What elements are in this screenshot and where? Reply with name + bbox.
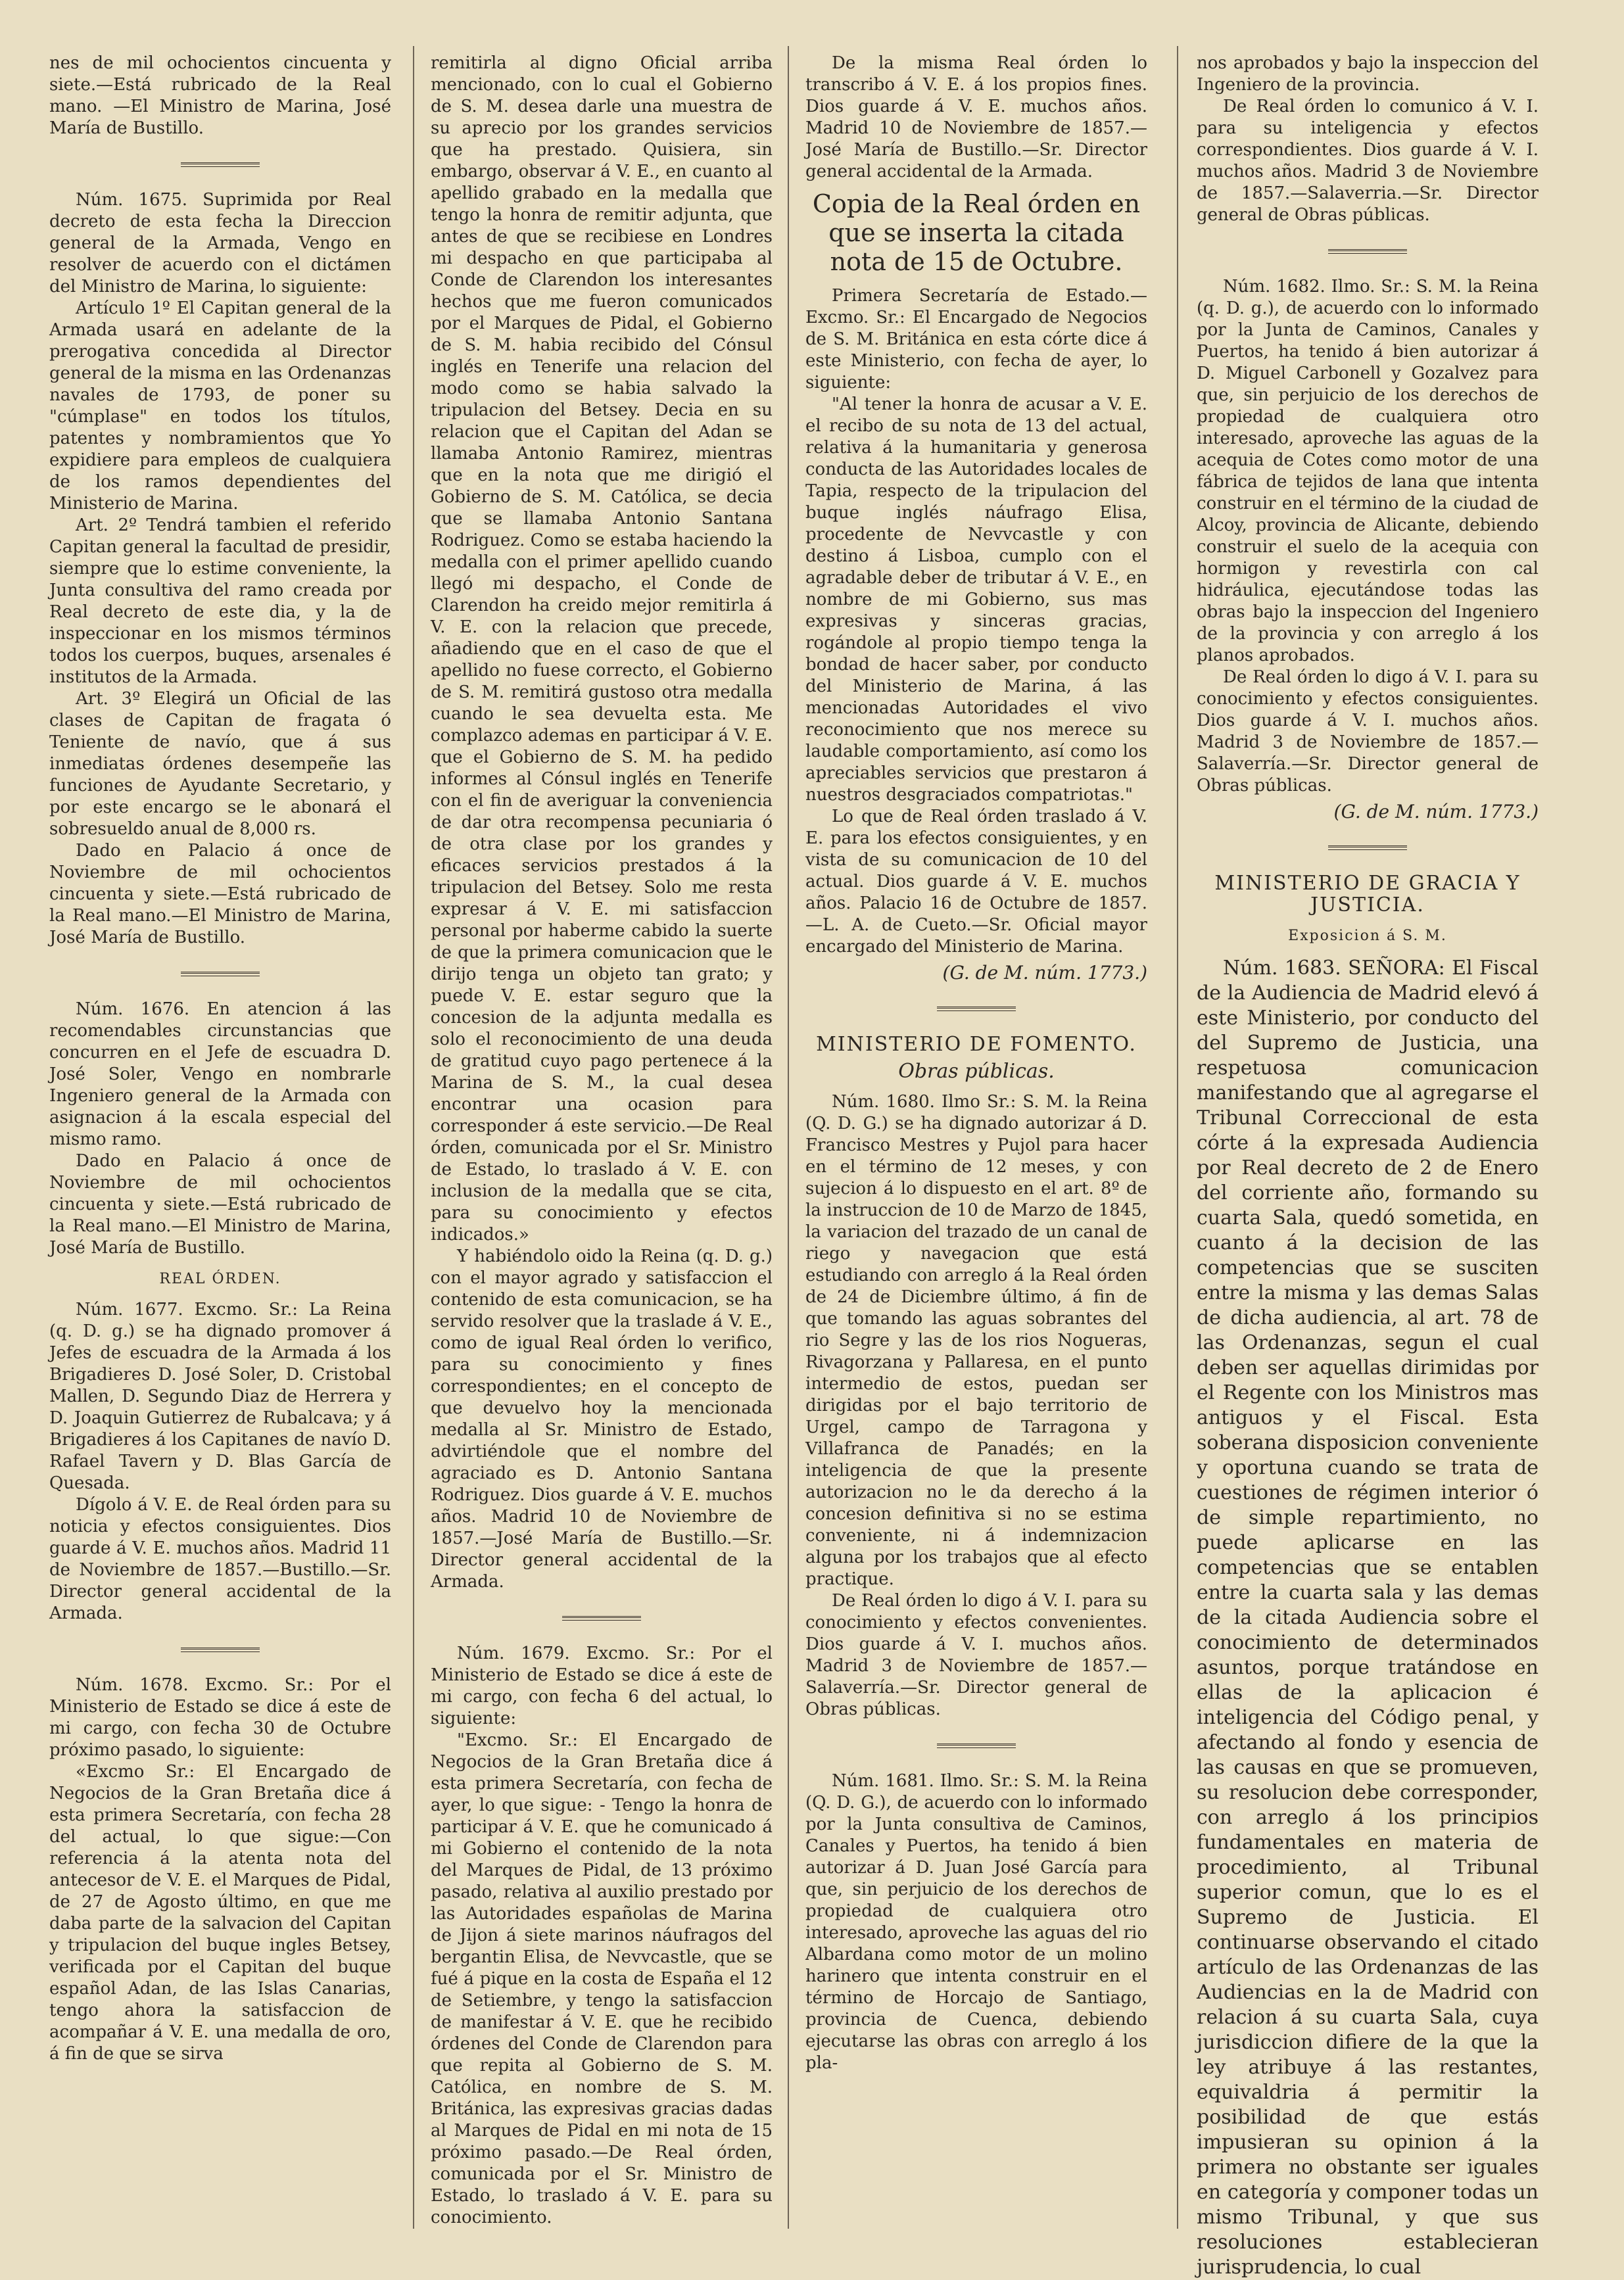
paragraph: Dígolo á V. E. de Real órden para su noticia y efectos consiguientes. Dios guarde á V. E. muchos años. Madrid 11 de Noviembre de 1857.—Bustillo.—Sr. Director general accidental de la Armada. bbox=[49, 1495, 391, 1623]
column-1 bbox=[49, 53, 391, 2222]
paragraph: Núm. 1683. SEÑORA: El Fiscal de la Audiencia de Madrid elevó á este Ministerio, por conducto del del Supremo de Justicia, una respetuosa comunicacion manifestando que al agregarse el Tribunal Correccional de esta córte á la expresada Audiencia por Real decreto de 2 de Enero del corriente año, formando su cuarta Sala, quedó sometida, en cuanto á la decision de las competencias que se susciten entre la misma y las demas Salas de dicha audiencia, al art. 78 de las Ordenanzas, segun el cual deben ser aquellas dirimidas por el Regente con los Ministros mas antiguos y el Fiscal. Esta soberana disposicion conveniente y oportuna cuando se trata de cuestiones de régimen interior ó de simple repartimiento, no puede aplicarse en las competencias que se entablen entre la cuarta sala y las demas de la citada Audiencia sobre el conocimiento de determinados asuntos, porque tratándose en ellas de la aplicacion é inteligencia del Código penal, y afectando al fondo y esencia de las causas en que se promueven, su resolucion debe corresponder, con arreglo á los principios fundamentales en materia de procedimiento, al Tribunal superior comun, que lo es el Supremo de Justicia. El continuarse observando el citado artículo de las Ordenanzas de las Audiencias en la de Madrid con relacion á su cuarta Sala, cuya jurisdiccion difiere de la que la ley atribuye á las restantes, equivaldria á permitir la posibilidad de que estás impusieran su opinion á la primera no obstante ser iguales en categoría y componer todas un mismo Tribunal, y que sus resoluciones establecieran jurisprudencia, lo cual bbox=[1197, 957, 1539, 2279]
paragraph: Art. 3º Elegirá un Oficial de las clases de Capitan de fragata ó Teniente de navío, que á sus inmediatas órdenes desempeñe las funciones de Ayudante Secretario, y por este encargo se le abonará el sobresueldo anual de 8,000 rs. bbox=[49, 689, 391, 839]
paragraph: "Excmo. Sr.: El Encargado de Negocios de la Gran Bretaña dice á esta primera Secretaría, con fecha de ayer, lo que sigue: - Tengo la honra de participar á V. E. que he comunicado á mi Gobierno el contenido de la nota del Marques de Pidal, de 13 próximo pasado, relativa al auxilio prestado por las Autoridades españolas de Marina de Jijon á siete marinos náufragos del bergantin Elisa, de Nevvcastle, que se fué á pique en la costa de España el 12 de Setiembre, y tengo la satisfaccion de manifestar á V. E. que he recibido órdenes del Conde de Clarendon para que repita al Gobierno de S. M. Católica, en nombre de S. M. Británica, las expresivas gracias dadas al Marques de Pidal en mi nota de 15 próximo pasado.—De Real órden, comunicada por el Sr. Ministro de Estado, lo traslado á V. E. para su conocimiento. bbox=[431, 1730, 773, 2227]
section-heading: REAL ÓRDEN. bbox=[159, 1271, 281, 1287]
paragraph: «Excmo Sr.: El Encargado de Negocios de la Gran Bretaña dice á esta primera Secretaría, con fecha 28 del actual, lo que sigue:—Con referencia á la atenta nota del antecesor de V. E. el Marques de Pidal, de 27 de Agosto último, en que me daba parte de la salvacion del Capitan y tripulacion del buque ingles Betsey, verificada por el Capitan del buque español Adan, de las Islas Canarias, tengo ahora la satisfaccion de acompañar á V. E. una medalla de oro, á fin de que se sirva bbox=[49, 1762, 391, 2064]
paragraph: nos aprobados y bajo la inspeccion del Ingeniero de la provincia. bbox=[1197, 53, 1539, 95]
paragraph: Dado en Palacio á once de Noviembre de mil ochocientos cincuenta y siete.—Está rubricado de la Real mano.—El Ministro de Marina, José María de Bustillo. bbox=[49, 1151, 391, 1258]
source-citation: (G. de M. núm. 1773.) bbox=[1333, 801, 1539, 822]
paragraph: Art. 2º Tendrá tambien el referido Capitan general la facultad de presidir, siempre que lo estime conveniente, la Junta consultiva del ramo creada por Real decreto de este dia, y la de inspeccionar en los mismos términos todos los cuerpos, buques, arsenales é institutos de la Armada. bbox=[49, 515, 391, 687]
section-subtitle: Exposicion á S. M. bbox=[1288, 928, 1447, 944]
column-rule bbox=[413, 46, 414, 2229]
paragraph: Lo que de Real órden traslado á V. E. para los efectos consiguientes, y en vista de su comunicacion de 10 del actual. Dios guarde á V. E. muchos años. Palacio 16 de Octubre de 1857. —L. A. de Cueto.—Sr. Oficial mayor encargado del Ministerio de Marina. bbox=[805, 807, 1147, 957]
paragraph: "Al tener la honra de acusar a V. E. el recibo de su nota de 13 del actual, relativa á la humanitaria y generosa conducta de las Autoridades locales de Tapia, respecto de la tripulacion del buque inglés náufrago Elisa, procedente de Nevvcastle y con destino á Lisboa, cumplo con el agradable deber de tributar á V. E., en nombre de mi Gobierno, sus mas expresivas y sinceras gracias, rogándole al propio tiempo tenga la bondad de hacer saber, por conducto del Ministerio de Marina, á las mencionadas Autoridades el vivo reconocimiento que nos merece su laudable comportamiento, así como los apreciables servicios que prestaron á nuestros desgraciados compatriotas." bbox=[805, 394, 1147, 805]
paragraph: De Real órden lo digo á V. I. para su conocimiento y efectos convenientes. Dios guarde á V. I. muchos años. Madrid 3 de Noviembre de 1857.—Salaverría.—Sr. Director general de Obras públicas. bbox=[805, 1591, 1147, 1719]
separator bbox=[49, 153, 391, 176]
separator bbox=[49, 1638, 391, 1661]
paragraph: Núm. 1676. En atencion á las recomendables circunstancias que concurren en el Jefe de escuadra D. José Soler, Vengo en nombrarle Ingeniero general de la Armada con asignacion á la escala especial del mismo ramo. bbox=[49, 999, 391, 1149]
paragraph: nes de mil ochocientos cincuenta y siete.—Está rubricado de la Real mano. —El Ministro de Marina, José María de Bustillo. bbox=[49, 53, 391, 138]
paragraph: Núm. 1682. Ilmo. Sr.: S. M. la Reina (q. D. g.), de acuerdo con lo informado por la Junta de Caminos, Canales y Puertos, ha tenido á bien autorizar á D. Miguel Carbonell y Gozalvez para que, sin perjuicio de los derechos de propiedad de cualquiera otro interesado, aproveche las aguas de la acequia de Cotes como motor de una fábrica de tejidos de lana que intenta construir en el término de la ciudad de Alcoy, provincia de Alicante, debiendo construir el suelo de la acequia con hormigon y revestirla con cal hidráulica, ejecutándose todas las obras bajo la inspeccion del Ingeniero de la provincia y con arreglo á los planos aprobados. bbox=[1197, 277, 1539, 665]
paragraph: De Real órden lo comunico á V. I. para su inteligencia y efectos correspondientes. Dios guarde á V. I. muchos años. Madrid 3 de Noviembre de 1857.—Salaverria.—Sr. Director general de Obras públicas. bbox=[1197, 97, 1539, 225]
separator bbox=[805, 1734, 1147, 1757]
paragraph: Núm. 1679. Excmo. Sr.: Por el Ministerio de Estado se dice á este de mi cargo, con fecha 6 del actual, lo siguiente: bbox=[431, 1644, 773, 1728]
separator bbox=[431, 1606, 773, 1630]
paragraph: remitirla al digno Oficial arriba mencionado, con lo cual el Gobierno de S. M. desea darle una muestra de su aprecio por los grandes servicios que ha prestado. Quisiera, sin embargo, observar á V. E., en cuanto al apellido grabado en la medalla que tengo la honra de remitir adjunta, que antes de que se recibiese en Londres mi despacho en que participaba al Conde de Clarendon los interesantes hechos que me fueron comunicados por el Marques de Pidal, el Gobierno de S. M. habia recibido del Cónsul inglés en Tenerife una relacion del modo como se habia salvado la tripulacion del Betsey. Decia en su relacion que el Capitan del Adan se llamaba Antonio Ramirez, mientras que en la nota que me dirigió el Gobierno de S. M. Católica, se decia que se llamaba Antonio Santana Rodriguez. Como se estaba haciendo la medalla con el primer apellido cuando llegó mi despacho, el Conde de Clarendon ha creido mejor remitirla á V. E. con la relacion que precede, añadiendo que en el caso de que el apellido no fuese correcto, el Gobierno de S. M. remitirá gustoso otra medalla cuando le sea devuelta esta. Me complazco ademas en participar á V. E. que el Gobierno de S. M. ha pedido informes al Cónsul inglés en Tenerife con el fin de averiguar la conveniencia de dar otra recompensa pecuniaria ó de otra clase por los grandes y eficaces servicios prestados á la tripulacion del Betsey. Solo me resta expresar á V. E. mi satisfaccion personal por haberme cabido la suerte de que la primera comunicacion que le dirijo tenga un objeto tan grato; y puede V. E. estar seguro que la concesion de la adjunta medalla es solo el reconocimiento de una deuda de gratitud cuyo pago pertenece á la Marina de S. M., la cual desea encontrar una ocasion para corresponder á este servicio.—De Real órden, comunicada por el Sr. Ministro de Estado, lo traslado á V. E. con inclusion de la medalla que se cita, para su conocimiento y efectos indicados.» bbox=[431, 53, 773, 1245]
column-3 bbox=[805, 53, 1147, 2222]
separator bbox=[805, 997, 1147, 1020]
section-subtitle: Obras públicas. bbox=[898, 1060, 1055, 1083]
paragraph: Dado en Palacio á once de Noviembre de mil ochocientos cincuenta y siete.—Está rubricado de la Real mano.—El Ministro de Marina, José María de Bustillo. bbox=[49, 841, 391, 947]
column-4 bbox=[1197, 53, 1539, 2279]
paragraph: Y habiéndolo oido la Reina (q. D. g.) con el mayor agrado y satisfaccion el contenido de esta comunicacion, se ha servido resolver que la traslade á V. E., como de igual Real órden lo verifico, para su conocimiento y fines correspondientes; en el concepto de que devuelvo hoy la mencionada medalla al Sr. Ministro de Estado, advirtiéndole que el nombre del agraciado es D. Antonio Santana Rodriguez. Dios guarde á V. E. muchos años. Madrid 10 de Noviembre de 1857.—José María de Bustillo.—Sr. Director general accidental de la Armada. bbox=[431, 1247, 773, 1592]
separator bbox=[1197, 239, 1539, 263]
section-heading: Copia de la Real órden en que se inserta la citada nota de 15 de Octubre. bbox=[812, 189, 1141, 276]
separator bbox=[49, 962, 391, 986]
source-citation: (G. de M. núm. 1773.) bbox=[942, 962, 1147, 984]
column-rule bbox=[788, 46, 789, 2229]
paragraph: Núm. 1678. Excmo. Sr.: Por el Ministerio de Estado se dice á este de mi cargo, con fecha 30 de Octubre próximo pasado, lo siguiente: bbox=[49, 1675, 391, 1760]
paragraph: Primera Secretaría de Estado.—Excmo. Sr.: El Encargado de Negocios de S. M. Británica en esta córte dice á este Ministerio, con fecha de ayer, lo siguiente: bbox=[805, 286, 1147, 392]
paragraph: Artículo 1º El Capitan general de la Armada usará en adelante de la prerogativa concedida al Director general de la misma en las Ordenanzas navales de 1793, de poner su "cúmplase" en todos los títulos, patentes y nombramientos que Yo expidiere para empleos de cualquiera de los ramos dependientes del Ministerio de Marina. bbox=[49, 298, 391, 513]
ministry-heading: MINISTERIO DE GRACIA Y JUSTICIA. bbox=[1214, 872, 1521, 916]
paragraph: Núm. 1681. Ilmo. Sr.: S. M. la Reina (Q. D. G.), de acuerdo con lo informado por la Junta consultiva de Caminos, Canales y Puertos, ha tenido á bien autorizar á D. Juan José García para que, sin perjuicio de los derechos de propiedad de cualquiera otro interesado, aproveche las aguas del rio Albardana como motor de un molino harinero que intenta construir en el término de Horcajo de Santiago, provincia de Cuenca, debiendo ejecutarse las obras con arreglo á los pla- bbox=[805, 1771, 1147, 2073]
paragraph: Núm. 1677. Excmo. Sr.: La Reina (q. D. g.) se ha dignado promover á Jefes de escuadra de la Armada á los Brigadieres D. José Soler, D. Cristobal Mallen, D. Segundo Diaz de Herrera y D. Joaquin Gutierrez de Rubalcava; y á Brigadieres á los Capitanes de navío D. Rafael Tavern y D. Blas García de Quesada. bbox=[49, 1300, 391, 1493]
separator bbox=[1197, 836, 1539, 859]
paragraph: De la misma Real órden lo transcribo á V. E. á los propios fines. Dios guarde á V. E. muchos años. Madrid 10 de Noviembre de 1857.—José María de Bustillo.—Sr. Director general accidental de la Armada. bbox=[805, 53, 1147, 181]
paragraph: De Real órden lo digo á V. I. para su conocimiento y efectos consiguientes. Dios guarde á V. I. muchos años. Madrid 3 de Noviembre de 1857.—Salaverría.—Sr. Director general de Obras públicas. bbox=[1197, 667, 1539, 796]
column-2 bbox=[431, 53, 773, 2227]
paragraph: Núm. 1680. Ilmo Sr.: S. M. la Reina (Q. D. G.) se ha dignado autorizar á D. Francisco Mestres y Pujol para hacer en el término de 12 meses, y con sujecion á lo dispuesto en el art. 8º de la instruccion de 10 de Marzo de 1845, la variacion del trazado de un canal de riego y navegacion que está estudiando con arreglo á la Real órden de 24 de Diciembre último, á fin de que tomando las aguas sobrantes del rio Segre y las de los rios Nogueras, Rivagorzana y Pallaresa, en el punto intermedio de estos, puedan ser dirigidas por el bajo territorio de Urgel, campo de Tarragona y Villafranca de Panadés; en la inteligencia de que la presente autorizacion no le da derecho á la concesion definitiva si no se estima conveniente, ni á indemnizacion alguna por los trabajos que al efecto practique. bbox=[805, 1092, 1147, 1589]
column-rule bbox=[1177, 46, 1178, 2229]
ministry-heading: MINISTERIO DE FOMENTO. bbox=[816, 1033, 1137, 1056]
paragraph: Núm. 1675. Suprimida por Real decreto de esta fecha la Direccion general de la Armada, Vengo en resolver de acuerdo con el dictámen del Ministro de Marina, lo siguiente: bbox=[49, 190, 391, 297]
